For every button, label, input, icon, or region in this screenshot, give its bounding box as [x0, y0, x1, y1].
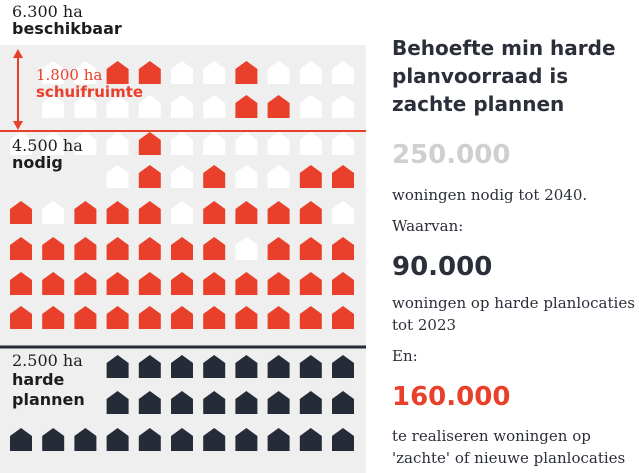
label-harde-ha: 2.500 ha — [12, 351, 83, 370]
waarvan-text: Waarvan: — [392, 217, 464, 235]
label-beschikbaar — [12, 4, 122, 38]
hard-number: 90.000 — [392, 252, 493, 282]
label-schuifruimte — [36, 67, 143, 102]
label-nodig-name: nodig — [12, 152, 63, 172]
label-nodig — [12, 138, 83, 172]
label-beschikbaar-name: beschikbaar — [12, 18, 122, 38]
label-harde-plannen — [12, 353, 85, 410]
en-text: En: — [392, 347, 418, 365]
label-nodig-ha: 4.500 ha — [12, 136, 83, 155]
hard-text: woningen op harde planlocaties tot 2023 — [392, 294, 635, 334]
label-schuifruimte-ha: 1.800 ha — [36, 66, 103, 84]
label-harde-name-2: plannen — [12, 389, 85, 409]
label-schuifruimte-name: schuifruimte — [36, 83, 144, 102]
soft-number: 160.000 — [392, 382, 511, 412]
total-number: 250.000 — [392, 140, 511, 170]
label-beschikbaar-ha: 6.300 ha — [12, 2, 83, 21]
label-harde-name-1: harde — [12, 369, 65, 389]
soft-text: te realiseren woningen op 'zachte' of nieuwe planlocaties — [392, 427, 626, 467]
panel-title: Behoefte min harde planvoorraad is zachte plannen — [392, 36, 616, 116]
total-text: woningen nodig tot 2040. — [392, 186, 588, 204]
